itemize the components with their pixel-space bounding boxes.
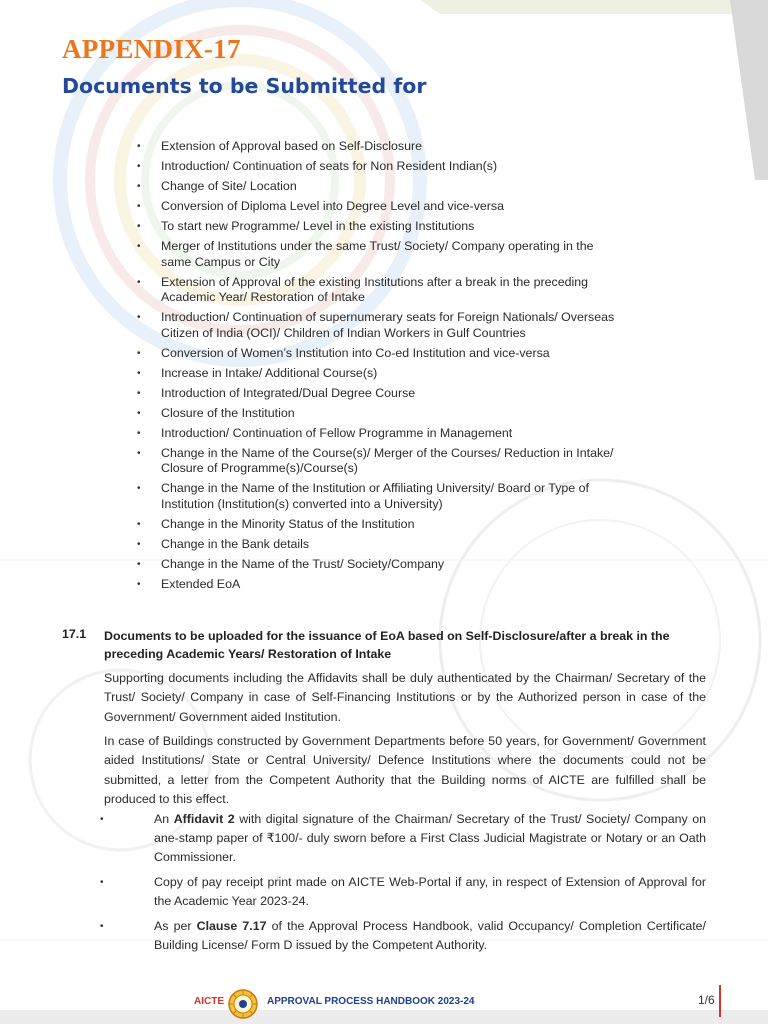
page-number: 1/6 <box>698 993 715 1007</box>
list-item-pay-receipt: • Copy of pay receipt print made on AICTE Web-Portal if any, in respect of Extension of Approval for the Academic Year 2023-24. <box>100 873 706 911</box>
text-fragment: An <box>154 812 174 826</box>
list-item: • Introduction/ Continuation of Fellow Programme in Management <box>137 426 627 442</box>
requirements-list <box>100 810 706 961</box>
paragraph-supporting-documents: Supporting documents including the Affidavits shall be duly authenticated by the Chairman/ Secretary of the Trust/ Society/ Company in case of Self-Financing Institutions or by the Authorized person in case of the Government/ Government aided Institution. <box>104 671 706 724</box>
list-item: • Conversion of Diploma Level into Degree Level and vice-versa <box>137 199 627 215</box>
list-item: • Extension of Approval based on Self-Disclosure <box>137 139 627 155</box>
appendix-title: APPENDIX-17 <box>62 34 241 64</box>
list-item: • Change in the Minority Status of the Institution <box>137 517 627 533</box>
list-item: • Change in the Name of the Institution or Affiliating University/ Board or Type of Institution (Institution(s) converted into a University) <box>137 481 627 512</box>
footer-handbook-title: APPROVAL PROCESS HANDBOOK 2023-24 <box>267 996 475 1007</box>
list-item: • Merger of Institutions under the same Trust/ Society/ Company operating in the same Campus or City <box>137 239 627 270</box>
section-heading: Documents to be uploaded for the issuance of EoA based on Self-Disclosure/after a break in the preceding Academic Years/ Restoration of Intake <box>104 629 670 661</box>
footer-divider <box>719 985 721 1017</box>
list-item: • Change in the Bank details <box>137 537 627 553</box>
paragraph-buildings: In case of Buildings constructed by Government Departments before 50 years, for Government/ Government aided Institutions/ State or Central University/ Defence Institutions where the documents could not be submitted, a letter from the Competent Authority that the Building norms of AICTE are fulfilled shall be produced to this effect. <box>104 734 706 807</box>
list-item: • Extension of Approval of the existing Institutions after a break in the preceding Academic Year/ Restoration of Intake <box>137 275 627 306</box>
list-item: • Closure of the Institution <box>137 406 627 422</box>
list-item: • Introduction of Integrated/Dual Degree Course <box>137 386 627 402</box>
list-item-affidavit <box>100 810 706 867</box>
bold-term: Affidavit 2 <box>173 812 235 826</box>
document-type-list <box>137 139 627 597</box>
aicte-emblem-icon <box>228 989 258 1019</box>
list-item: • Increase in Intake/ Additional Course(s) <box>137 366 627 382</box>
list-item-occupancy <box>100 917 706 955</box>
section-title: Documents to be Submitted for <box>62 74 427 98</box>
section-number: 17.1 <box>62 627 87 641</box>
list-item: • Introduction/ Continuation of seats for Non Resident Indian(s) <box>137 159 627 175</box>
list-item: • Extended EoA <box>137 577 627 593</box>
bold-term: Clause 7.17 <box>196 919 267 933</box>
footer-org: AICTE <box>194 996 224 1007</box>
list-item: • Conversion of Women’s Institution into Co-ed Institution and vice-versa <box>137 346 627 362</box>
text-fragment: with digital signature of the Chairman/ Secretary of the Trust/ Society/ Company on ane-stamp paper of ₹100/- duly sworn before a First Class Judicial Magistrate or Notary or an Oath Commissioner. <box>154 812 706 864</box>
list-item: • To start new Programme/ Level in the existing Institutions <box>137 219 627 235</box>
list-item: • Introduction/ Continuation of supernumerary seats for Foreign Nationals/ Overseas Citizen of India (OCI)/ Children of Indian Workers in Gulf Countries <box>137 310 627 341</box>
list-item: • Change in the Name of the Trust/ Society/Company <box>137 557 627 573</box>
list-item: • Change of Site/ Location <box>137 179 627 195</box>
text-fragment: As per <box>154 919 197 933</box>
text-fragment: of the Approval Process Handbook, valid Occupancy/ Completion Certificate/ Building License/ Form D issued by the Competent Authority. <box>154 919 706 952</box>
list-item: • Change in the Name of the Course(s)/ Merger of the Courses/ Reduction in Intake/ Closure of Programme(s)/Course(s) <box>137 446 627 477</box>
